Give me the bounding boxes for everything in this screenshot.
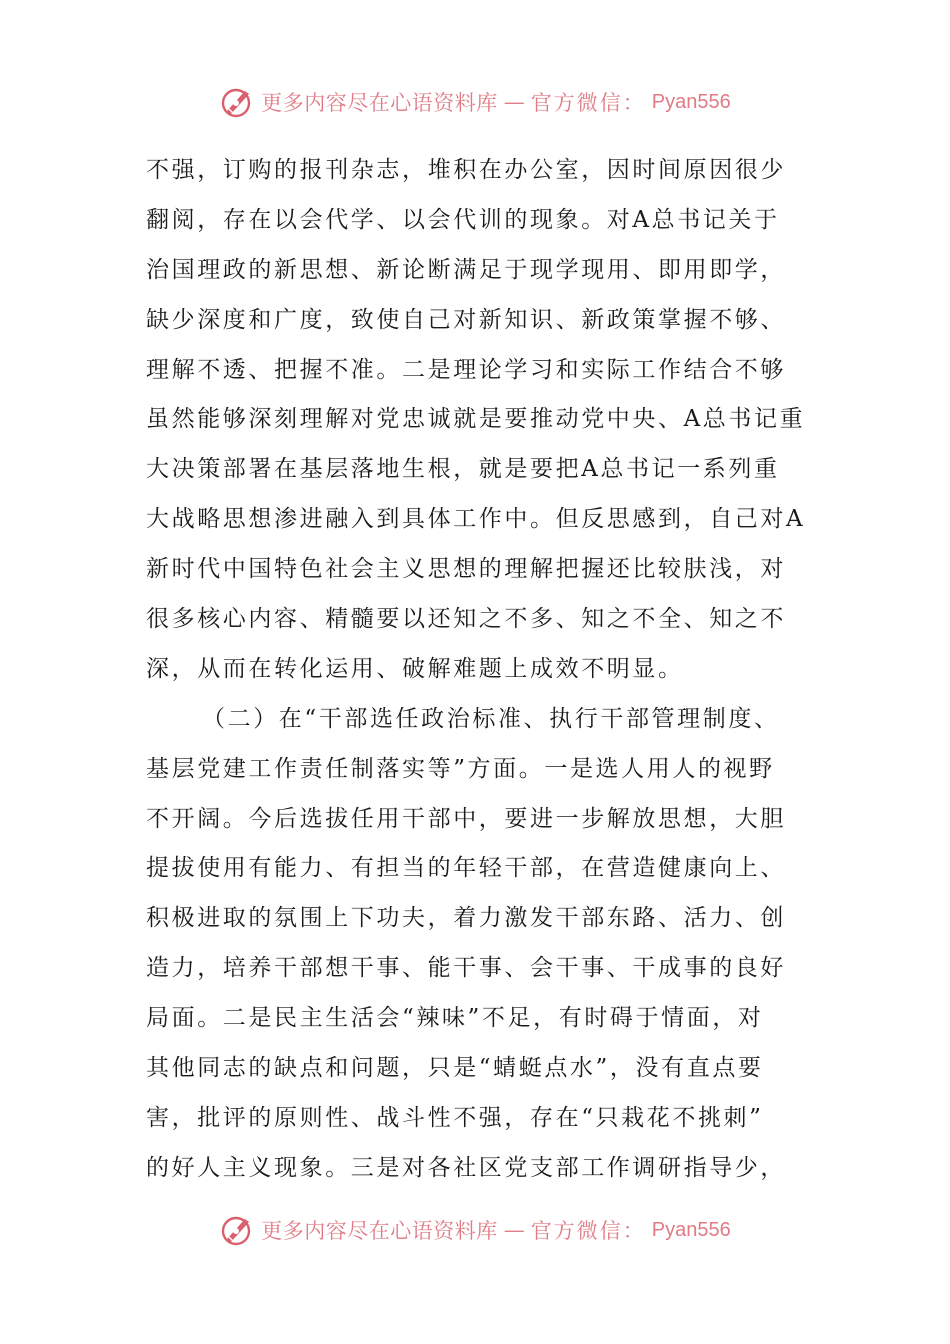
- document-body: [146, 146, 808, 1194]
- body-line: 提拔使用有能力、有担当的年轻干部，在营造健康向上、: [146, 855, 786, 882]
- body-line: 积极进取的氛围上下功夫，着力激发干部东路、活力、创: [146, 905, 786, 932]
- watermark-wechat-id: Pyan556: [651, 90, 731, 113]
- watermark-dash: —: [503, 1218, 525, 1242]
- watermark-brand: 更多内容尽在心语资料库: [261, 1219, 498, 1243]
- body-line: 害，批评的原则性、战斗性不强，存在“只栽花不挑刺”: [146, 1104, 764, 1131]
- body-line: 新时代中国特色社会主义思想的理解把握还比较肤浅，对: [146, 556, 786, 583]
- body-line: 大决策部署在基层落地生根，就是要把A总书记一系列重: [146, 456, 780, 483]
- watermark-wechat-id: Pyan556: [651, 1218, 731, 1241]
- body-line: 治国理政的新思想、新论断满足于现学现用、即用即学，: [146, 256, 786, 283]
- body-line: 理解不透、把握不准。二是理论学习和实际工作结合不够: [146, 356, 786, 383]
- footer-watermark: [0, 1210, 950, 1250]
- body-line: 基层党建工作责任制落实等”方面。一是选人用人的视野: [146, 755, 775, 782]
- body-line: 不开阔。今后选拔任用干部中，要进一步解放思想，大胆: [146, 805, 786, 832]
- watermark-official-label: 官方微信：: [530, 91, 646, 115]
- watermark-brand: 更多内容尽在心语资料库: [261, 91, 498, 115]
- body-line: 很多核心内容、精髓要以还知之不多、知之不全、知之不: [146, 606, 786, 633]
- body-line: 的好人主义现象。三是对各社区党支部工作调研指导少，: [146, 1154, 786, 1181]
- body-line: 虽然能够深刻理解对党忠诚就是要推动党中央、A总书记重: [146, 406, 806, 433]
- pen-circle-logo-icon: [219, 1212, 255, 1248]
- body-line: 造力，培养干部想干事、能干事、会干事、干成事的良好: [146, 955, 786, 982]
- watermark-dash: —: [503, 90, 525, 114]
- body-line: 不强，订购的报刊杂志，堆积在办公室，因时间原因很少: [146, 157, 786, 183]
- section-heading-line: （二）在“干部选任政治标准、执行干部管理制度、: [202, 705, 780, 732]
- body-line: 翻阅，存在以会代学、以会代训的现象。对A总书记关于: [146, 206, 780, 233]
- pen-circle-logo-icon: [219, 84, 255, 120]
- body-line: 大战略思想渗进融入到具体工作中。但反思感到，自己对A: [146, 506, 806, 533]
- watermark-official-label: 官方微信：: [530, 1219, 646, 1243]
- header-watermark: [0, 82, 950, 122]
- body-line: 其他同志的缺点和问题，只是“蜻蜓点水”，没有直点要: [146, 1055, 764, 1082]
- body-line: 缺少深度和广度，致使自己对新知识、新政策掌握不够、: [146, 306, 786, 333]
- body-line: 深，从而在转化运用、破解难题上成效不明显。: [146, 655, 684, 682]
- body-line: 局面。二是民主生活会“辣味”不足，有时碍于情面，对: [146, 1005, 764, 1032]
